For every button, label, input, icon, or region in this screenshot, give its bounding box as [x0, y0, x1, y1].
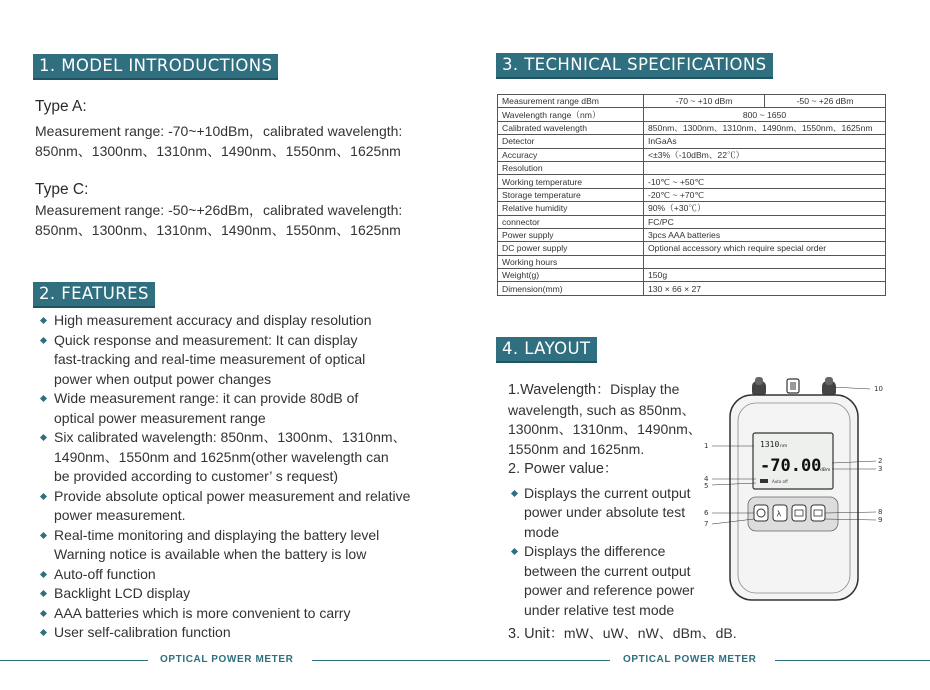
lcd-wavelength: 1310 [760, 440, 780, 449]
feature-line: Provide absolute optical power measurement and relative [54, 487, 411, 504]
spec-cell: 850nm、1300nm、1310nm、1490nm、1550nm、1625nm [644, 121, 886, 134]
technical-specifications-heading: 3. TECHNICAL SPECIFICATIONS [496, 53, 773, 79]
feature-line: power measurement. [54, 507, 186, 523]
spec-row [498, 135, 886, 148]
unit-values: ：mW、uW、nW、dBm、dB. [549, 625, 737, 641]
spec-cell: <±3%（-10dBm、22℃） [644, 148, 886, 161]
feature-item [38, 584, 438, 604]
spec-cell: Weight(g) [498, 269, 644, 282]
power-bullet-relative-l3: power and reference power [524, 582, 695, 598]
feature-line: High measurement accuracy and display resolution [54, 312, 372, 328]
spec-row [498, 161, 886, 174]
spec-row [498, 95, 886, 108]
spec-cell: -50 ~ +26 dBm [765, 95, 886, 108]
callout-5: 5 [704, 482, 709, 490]
footer-rule-left-a [0, 660, 148, 661]
wavelength-line-1 [508, 380, 720, 401]
footer-title-left: OPTICAL POWER METER [160, 654, 294, 665]
spec-cell: Working hours [498, 255, 644, 268]
unit-line [508, 624, 737, 645]
feature-item [38, 623, 438, 643]
lcd-wavelength-unit: nm [780, 444, 788, 449]
spec-cell: Resolution [498, 161, 644, 174]
power-value-label: 2. Power value [508, 461, 604, 477]
feature-line: 1490nm、1550nm and 1625nm(other wavelength can [54, 448, 389, 465]
spec-row [498, 228, 886, 241]
spec-cell: DC power supply [498, 242, 644, 255]
feature-item [38, 311, 438, 331]
callout-1: 1 [704, 442, 709, 450]
power-bullet-absolute-l2: power under absolute test [524, 504, 686, 520]
power-bullet-relative [508, 542, 720, 620]
spec-cell: 130 × 66 × 27 [644, 282, 886, 295]
spec-cell [644, 255, 886, 268]
feature-line: optical power measurement range [54, 409, 266, 426]
spec-cell: Storage temperature [498, 188, 644, 201]
spec-row [498, 242, 886, 255]
spec-cell: Calibrated wavelength [498, 121, 644, 134]
wavelength-text: ：Display the [596, 381, 680, 397]
type-c-line-1: Measurement range: -50~+26dBm，calibrated wavelength: [35, 202, 403, 218]
feature-line: Auto-off function [54, 565, 156, 582]
callout-3: 3 [878, 465, 883, 473]
type-a-line-2: 850nm、1300nm、1310nm、1490nm、1550nm、1625nm [35, 142, 401, 159]
left-connector-icon [752, 377, 766, 397]
feature-line: Wide measurement range: it can provide 80dB of [54, 390, 359, 406]
specifications-table [497, 94, 886, 296]
type-c-title: Type C: [35, 181, 89, 198]
feature-line: User self-calibration function [54, 624, 231, 640]
feature-line: fast-tracking and real-time measurement of optical [54, 351, 366, 367]
feature-item [38, 565, 438, 585]
spec-row [498, 175, 886, 188]
callout-10: 10 [874, 385, 883, 393]
power-bullet-relative-l4: under relative test mode [524, 601, 675, 618]
lambda-button[interactable] [773, 505, 787, 521]
spec-cell: Dimension(mm) [498, 282, 644, 295]
feature-item [38, 428, 438, 487]
feature-line: Six calibrated wavelength: 850nm、1300nm、1310nm、 [54, 429, 407, 445]
spec-cell: -70 ~ +10 dBm [644, 95, 765, 108]
spec-cell: 90%（+30℃） [644, 202, 886, 215]
unit-label: 3. Unit [508, 626, 550, 642]
power-bullet-relative-l1: Displays the difference [524, 543, 666, 559]
spec-row [498, 202, 886, 215]
callout-7: 7 [704, 520, 709, 528]
power-bullet-absolute-l1: Displays the current output [524, 484, 691, 501]
spec-cell: Optional accessory which require special order [644, 242, 886, 255]
spec-cell: 3pcs AAA batteries [644, 228, 886, 241]
feature-line: Real-time monitoring and displaying the battery level [54, 526, 380, 543]
spec-cell: 800 ~ 1650 [644, 108, 886, 121]
spec-row [498, 121, 886, 134]
feature-item [38, 389, 438, 428]
power-bullet-absolute-l3: mode [524, 523, 560, 540]
spec-cell: -10℃ ~ +50℃ [644, 175, 886, 188]
lcd-power: -70.00 [760, 456, 822, 476]
spec-cell: Power supply [498, 228, 644, 241]
spec-row [498, 215, 886, 228]
callout-2: 2 [878, 457, 883, 465]
footer-rule-middle [312, 660, 610, 661]
power-value-colon: ： [603, 460, 618, 476]
type-a-line-1: Measurement range: -70~+10dBm，calibrated wavelength: [35, 123, 403, 139]
layout-description [508, 380, 737, 645]
spec-row [498, 282, 886, 295]
wavelength-line-4: 1550nm and 1625nm. [508, 440, 645, 457]
feature-line: AAA batteries which is more convenient to carry [54, 604, 351, 621]
spec-cell: -20℃ ~ +70℃ [644, 188, 886, 201]
spec-cell: Detector [498, 135, 644, 148]
spec-cell [644, 161, 886, 174]
type-c-description [35, 201, 435, 240]
wavelength-line-2: wavelength, such as 850nm、 [508, 401, 696, 418]
type-a-title: Type A: [35, 98, 87, 115]
lcd-power-unit: dBm [820, 468, 831, 473]
spec-row [498, 108, 886, 121]
feature-line: Quick response and measurement: It can display [54, 331, 358, 348]
feature-item [38, 604, 438, 624]
lambda-icon: λ [776, 509, 782, 519]
feature-line: power when output power changes [54, 370, 272, 387]
type-a-description [35, 122, 435, 161]
battery-icon [760, 479, 768, 483]
feature-line: be provided according to customer’ s request) [54, 468, 339, 484]
spec-cell: InGaAs [644, 135, 886, 148]
callout-9: 9 [878, 516, 883, 524]
wavelength-label: 1.Wavelength [508, 382, 597, 398]
center-port-icon [787, 379, 799, 393]
spec-row [498, 269, 886, 282]
lcd-status: Auto off [772, 479, 788, 484]
spec-cell: 150g [644, 269, 886, 282]
unit-button[interactable] [792, 505, 806, 521]
footer-title-right: OPTICAL POWER METER [623, 654, 757, 665]
feature-item [38, 487, 438, 526]
features-heading: 2. FEATURES [33, 282, 155, 308]
spec-cell: Measurement range dBm [498, 95, 644, 108]
callout-6: 6 [704, 509, 709, 517]
feature-line: Warning notice is available when the battery is low [54, 546, 367, 562]
power-value-line [508, 459, 720, 480]
power-bullet-absolute [508, 484, 720, 543]
power-button[interactable] [754, 505, 768, 521]
feature-item [38, 526, 438, 565]
feature-line: Backlight LCD display [54, 585, 191, 601]
power-bullet-relative-l2: between the current output [524, 562, 691, 579]
spec-cell: FC/PC [644, 215, 886, 228]
wavelength-line-3: 1300nm、1310nm、1490nm、 [508, 421, 702, 437]
callout-8: 8 [878, 508, 883, 516]
spec-cell: Working temperature [498, 175, 644, 188]
spec-row [498, 188, 886, 201]
layout-heading: 4. LAYOUT [496, 337, 597, 363]
spec-cell: Wavelength range（nm） [498, 108, 644, 121]
spec-cell: Accuracy [498, 148, 644, 161]
callout-4: 4 [704, 475, 709, 483]
spec-cell: Relative humidity [498, 202, 644, 215]
type-c-line-2: 850nm、1300nm、1310nm、1490nm、1550nm、1625nm [35, 221, 401, 238]
spec-row [498, 255, 886, 268]
features-list [38, 311, 438, 643]
footer-rule-right [775, 660, 930, 661]
feature-item [38, 331, 438, 390]
spec-row [498, 148, 886, 161]
model-introductions-heading: 1. MODEL INTRODUCTIONS [33, 54, 278, 80]
ref-button[interactable] [811, 505, 825, 521]
power-meter-illustration [690, 375, 890, 605]
spec-cell: connector [498, 215, 644, 228]
